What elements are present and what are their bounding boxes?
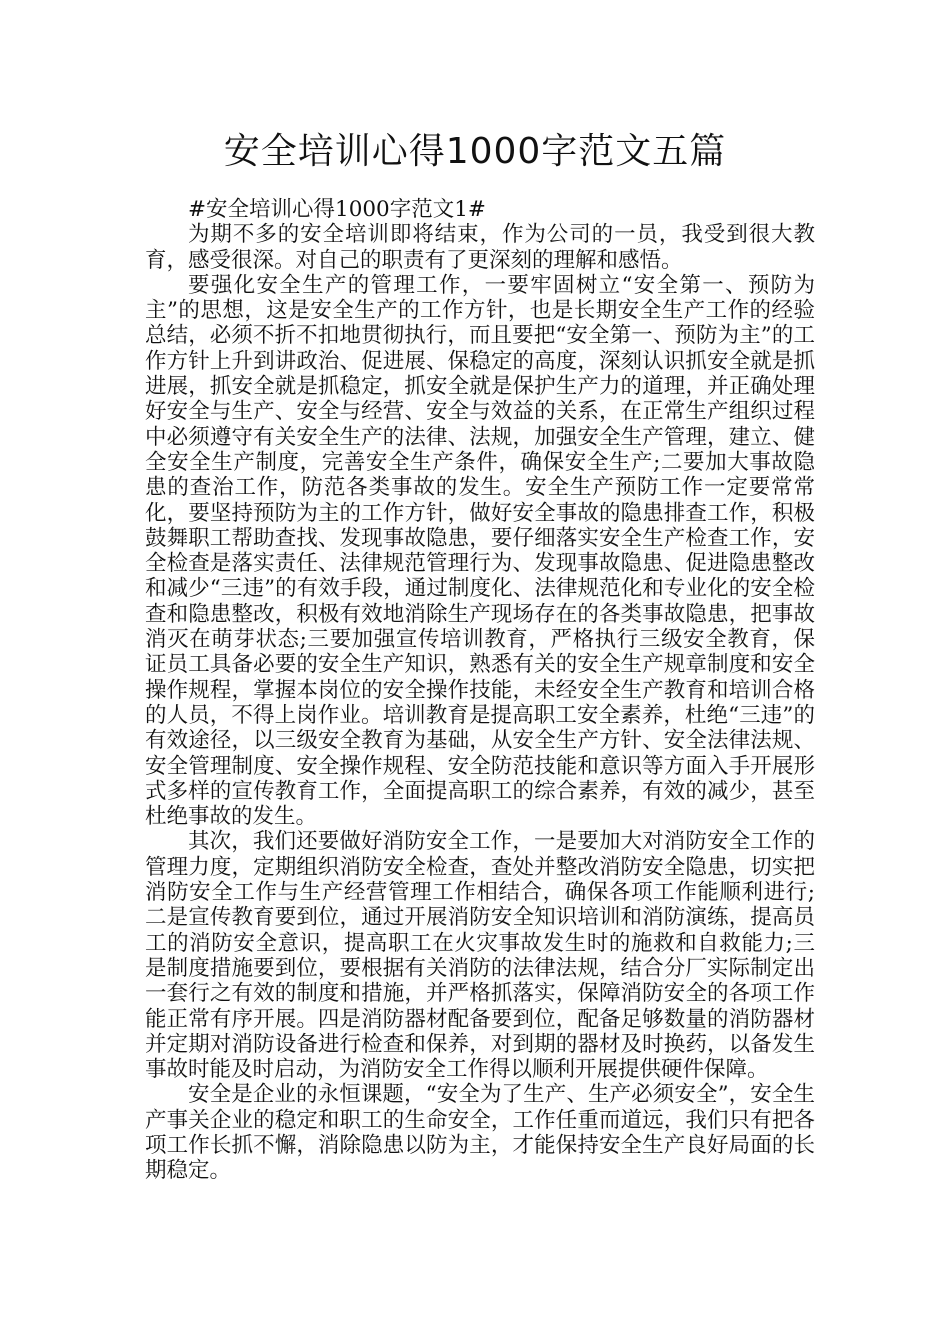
paragraph: 其次，我们还要做好消防安全工作，一是要加大对消防安全工作的管理力度，定期组织消防安全检查，查处并整改消防安全隐患，切实把消防安全工作与生产经营管理工作相结合，确保各项工作能顺利进行;二是宣传教育要到位，通过开展消防安全知识培训和消防演练，提高员工的消防安全意识，提高职工在火灾事故发生时的施救和自救能力;三是制度措施要到位，要根据有关消防的法律法规，结合分厂实际制定出一套行之有效的制度和措施，并严格抓落实，保障消防安全的各项工作能正常有序开展。四是消防器材配备要到位，配备足够数量的消防器材并定期对消防设备进行检查和保养，对到期的器材及时换药，以备发生事故时能及时启动，为消防安全工作得以顺利开展提供硬件保障。 (145, 829, 815, 1083)
document-body (145, 197, 815, 1184)
paragraph: 为期不多的安全培训即将结束，作为公司的一员，我受到很大教育，感受很深。对自己的职责有了更深刻的理解和感悟。 (145, 222, 815, 273)
paragraph: 安全是企业的永恒课题，“安全为了生产、生产必须安全”，安全生产事关企业的稳定和职工的生命安全，工作任重而道远，我们只有把各项工作长抓不懈，消除隐患以防为主，才能保持安全生产良好局面的长期稳定。 (145, 1082, 815, 1184)
section-heading: #安全培训心得1000字范文1# (188, 197, 486, 222)
paragraph: 要强化安全生产的管理工作，一要牢固树立“安全第一、预防为主”的思想，这是安全生产的工作方针，也是长期安全生产工作的经验总结，必须不折不扣地贯彻执行，而且要把“安全第一、预防为主”的工作方针上升到讲政治、促进展、保稳定的高度，深刻认识抓安全就是抓进展，抓安全就是抓稳定，抓安全就是保护生产力的道理，并正确处理好安全与生产、安全与经营、安全与效益的关系，在正常生产组织过程中必须遵守有关安全生产的法律、法规，加强安全生产管理，建立、健全安全生产制度，完善安全生产条件，确保安全生产;二要加大事故隐患的查治工作，防范各类事故的发生。安全生产预防工作一定要常常化，要坚持预防为主的工作方针，做好安全事故的隐患排查工作，积极鼓舞职工帮助查找、发现事故隐患，要仔细落实安全生产检查工作，安全检查是落实责任、法律规范管理行为、发现事故隐患、促进隐患整改和减少“三违”的有效手段，通过制度化、法律规范化和专业化的安全检查和隐患整改，积极有效地消除生产现场存在的各类事故隐患，把事故消灭在萌芽状态;三要加强宣传培训教育，严格执行三级安全教育，保证员工具备必要的安全生产知识，熟悉有关的安全生产规章制度和安全操作规程，掌握本岗位的安全操作技能，未经安全生产教育和培训合格的人员，不得上岗作业。培训教育是提高职工安全素养，杜绝“三违”的有效途径，以三级安全教育为基础，从安全生产方针、安全法律法规、安全管理制度、安全操作规程、安全防范技能和意识等方面入手开展形式多样的宣传教育工作，全面提高职工的综合素养，有效的减少，甚至杜绝事故的发生。 (145, 272, 815, 830)
document-title: 安全培训心得1000字范文五篇 (223, 131, 727, 172)
